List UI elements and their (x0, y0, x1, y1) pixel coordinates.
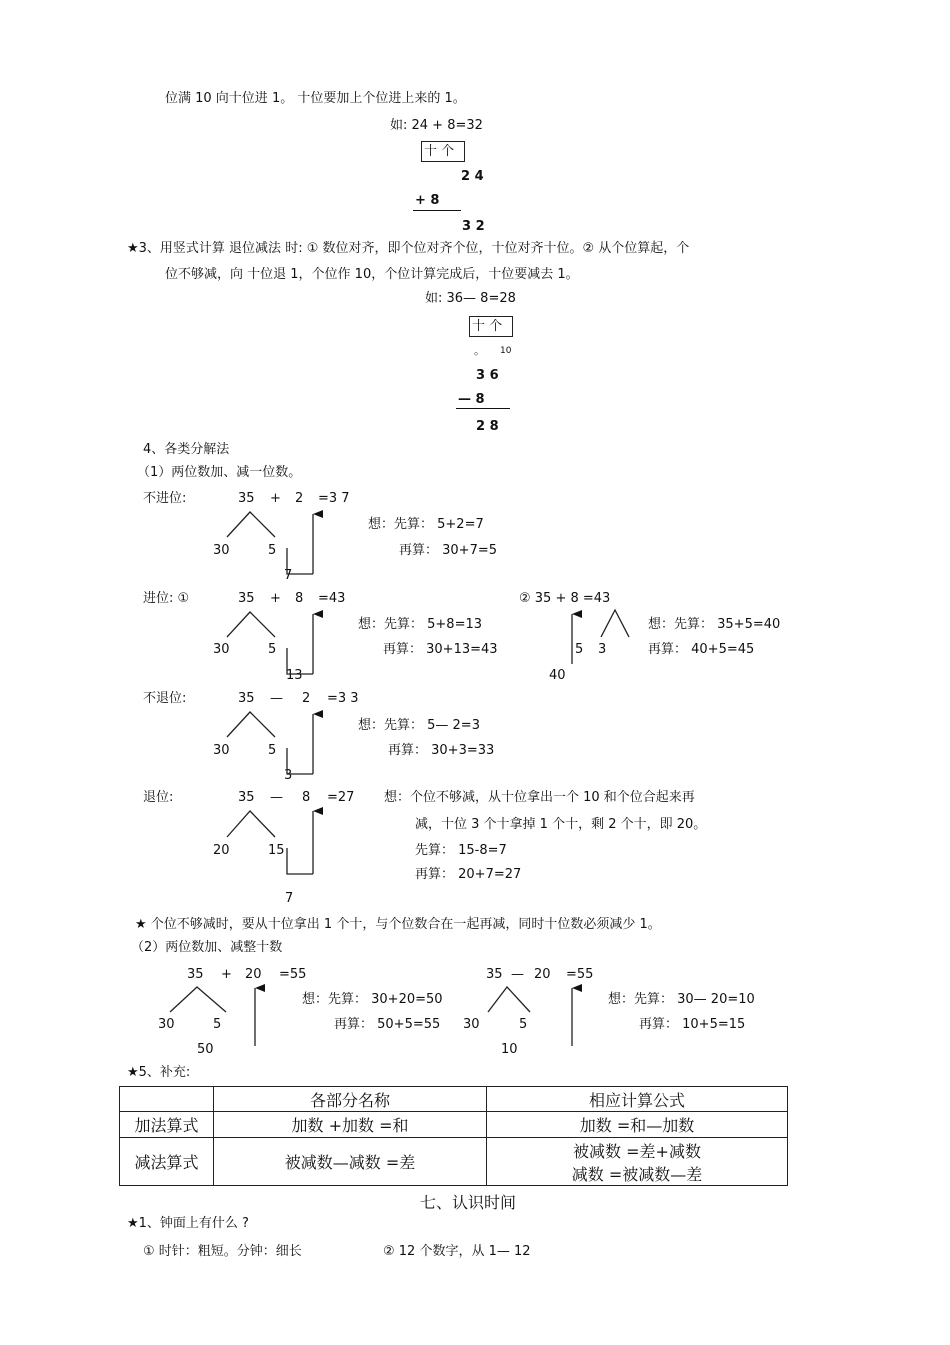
b-split1: 30 (213, 642, 230, 657)
b-connector (287, 648, 313, 674)
table-row (120, 1112, 788, 1138)
sec3-borrow-ten: 10 (500, 346, 512, 356)
table-formula-line: 被减数 =差+减数 (573, 1141, 701, 1161)
sec3-place-header: 十 个 (469, 316, 513, 337)
d-split2: 5 (268, 743, 277, 758)
sec3-line2: 位不够减，向 十位退 1，个位作 10，个位计算完成后，十位要减去 1。 (165, 267, 579, 282)
sec4-sub1: （1）两位数加、减一位数。 (137, 465, 302, 480)
b-think2: 再算： 30+13=43 (383, 642, 498, 657)
table-head-formulas: 相应计算公式 (487, 1087, 788, 1112)
a-connector (287, 548, 313, 574)
table-head-names: 各部分名称 (214, 1087, 487, 1112)
d-op: — (270, 691, 283, 706)
d-n2: 2 (302, 691, 311, 706)
table-formula-line: 减数 =被减数—差 (571, 1164, 703, 1184)
b-n2: 8 (295, 591, 304, 606)
g-split2: 5 (519, 1017, 528, 1032)
intro-top-number: 2 4 (461, 169, 484, 184)
sec3-result: 2 8 (476, 419, 499, 434)
f-eq: =55 (279, 967, 307, 982)
formula-table (119, 1086, 788, 1186)
c-split2: 3 (598, 642, 607, 657)
sec3-borrow-dot: 。 (474, 344, 485, 357)
g-n1: 35 (486, 967, 503, 982)
sec4-sub2: （2）两位数加、减整十数 (131, 940, 283, 955)
f-op: + (221, 967, 232, 982)
table-cell: 加法算式 (120, 1112, 214, 1138)
ch7-q1: ★1、钟面上有什么 ? (127, 1216, 249, 1231)
b-carry: 13 (286, 668, 303, 683)
e-think2: 减，十位 3 个十拿掉 1 个十，剩 2 个十，即 20。 (415, 817, 707, 832)
d-think1: 想：先算： 5— 2=3 (358, 718, 480, 733)
g-n2: 20 (534, 967, 551, 982)
b-branch (227, 612, 275, 637)
ch7-a1: ① 时针：粗短。分钟：细长 (143, 1244, 302, 1259)
e-think1: 想：个位不够减，从十位拿出一个 10 和个位合起来再 (384, 790, 695, 805)
a-op: + (270, 491, 281, 506)
intro-addend: + 8 (415, 193, 440, 208)
d-think2: 再算： 30+3=33 (388, 743, 495, 758)
e-carry: 7 (285, 891, 294, 906)
sec3-example: 如: 36— 8=28 (425, 291, 516, 306)
c-split1: 5 (575, 642, 584, 657)
c-think1: 想：先算： 35+5=40 (648, 617, 781, 632)
table-corner-cell (120, 1087, 214, 1112)
e-n1: 35 (238, 790, 255, 805)
table-cell (487, 1138, 788, 1186)
table-cell: 被减数—减数 =差 (214, 1138, 487, 1186)
a-eq: =3 7 (318, 491, 350, 506)
a-carry: 7 (284, 568, 293, 583)
b-n1: 35 (238, 591, 255, 606)
d-n1: 35 (238, 691, 255, 706)
f-n1: 35 (187, 967, 204, 982)
a-n1: 35 (238, 491, 255, 506)
intro-example: 如: 24 + 8=32 (390, 118, 483, 133)
d-split1: 30 (213, 743, 230, 758)
b-eq: =43 (318, 591, 346, 606)
a-split1: 30 (213, 543, 230, 558)
a-think1: 想：先算： 5+2=7 (368, 517, 484, 532)
e-branch (227, 811, 275, 837)
g-think2: 再算： 10+5=15 (639, 1017, 746, 1032)
e-think4: 再算： 20+7=27 (415, 867, 522, 882)
e-split2: 15 (268, 843, 285, 858)
e-split1: 20 (213, 843, 230, 858)
intro-line: 位满 10 向十位进 1。 十位要加上个位进上来的 1。 (165, 91, 466, 106)
a-branch (227, 512, 275, 537)
a-split2: 5 (268, 543, 277, 558)
e-n2: 8 (302, 790, 311, 805)
table-row (120, 1138, 788, 1186)
sec3-line1: ★3、用竖式计算 退位减法 时: ① 数位对齐，即个位对齐个位，十位对齐十位。② 从个位算起，个 (127, 241, 690, 256)
b-think1: 想：先算： 5+8=13 (358, 617, 483, 632)
a-think2: 再算： 30+7=5 (399, 543, 498, 558)
sec3-subtrahend: — 8 (458, 392, 485, 407)
e-connector (287, 848, 313, 874)
d-label: 不退位: (143, 691, 187, 706)
f-split1: 30 (158, 1017, 175, 1032)
b-op: + (270, 591, 281, 606)
c-think2: 再算： 40+5=45 (648, 642, 755, 657)
f-split2: 5 (213, 1017, 222, 1032)
borrow-note: ★ 个位不够减时，要从十位拿出 1 个十，与个位数合在一起再减，同时十位数必须减少 1。 (135, 917, 661, 932)
chapter-title: 七、认识时间 (420, 1193, 517, 1212)
f-branch (170, 987, 226, 1012)
ch7-a2: ② 12 个数字，从 1— 12 (383, 1244, 531, 1259)
d-carry: 3 (284, 768, 293, 783)
f-carry: 50 (197, 1042, 214, 1057)
c-label: ② 35 + 8 =43 (519, 591, 611, 606)
e-eq: =27 (327, 790, 355, 805)
g-op: — (511, 967, 524, 982)
intro-result: 3 2 (462, 219, 485, 234)
d-branch (227, 712, 275, 737)
table-cell: 加数 +加数 =和 (214, 1112, 487, 1138)
d-eq: =3 3 (327, 691, 359, 706)
table-cell: 加数 =和—加数 (487, 1112, 788, 1138)
table-header-row (120, 1087, 788, 1112)
intro-place-header: 十 个 (421, 141, 465, 162)
sec3-top-number: 3 6 (476, 368, 499, 383)
f-think2: 再算： 50+5=55 (334, 1017, 441, 1032)
e-op: — (270, 790, 283, 805)
g-carry: 10 (501, 1042, 518, 1057)
d-connector (287, 748, 313, 774)
f-think1: 想：先算： 30+20=50 (302, 992, 443, 1007)
g-think1: 想：先算： 30— 20=10 (608, 992, 755, 1007)
g-split1: 30 (463, 1017, 480, 1032)
sec4-title: 4、各类分解法 (143, 442, 230, 457)
b-split2: 5 (268, 642, 277, 657)
b-label: 进位: ① (143, 591, 190, 606)
e-label: 退位: (143, 790, 174, 805)
c-carry: 40 (549, 668, 566, 683)
sec5-title: ★5、补充: (127, 1065, 191, 1080)
a-n2: 2 (295, 491, 304, 506)
c-branch (601, 610, 629, 637)
f-n2: 20 (245, 967, 262, 982)
a-label: 不进位: (143, 491, 187, 506)
table-cell: 减法算式 (120, 1138, 214, 1186)
e-think3: 先算： 15-8=7 (415, 843, 507, 858)
g-eq: =55 (566, 967, 594, 982)
g-branch (488, 987, 530, 1012)
